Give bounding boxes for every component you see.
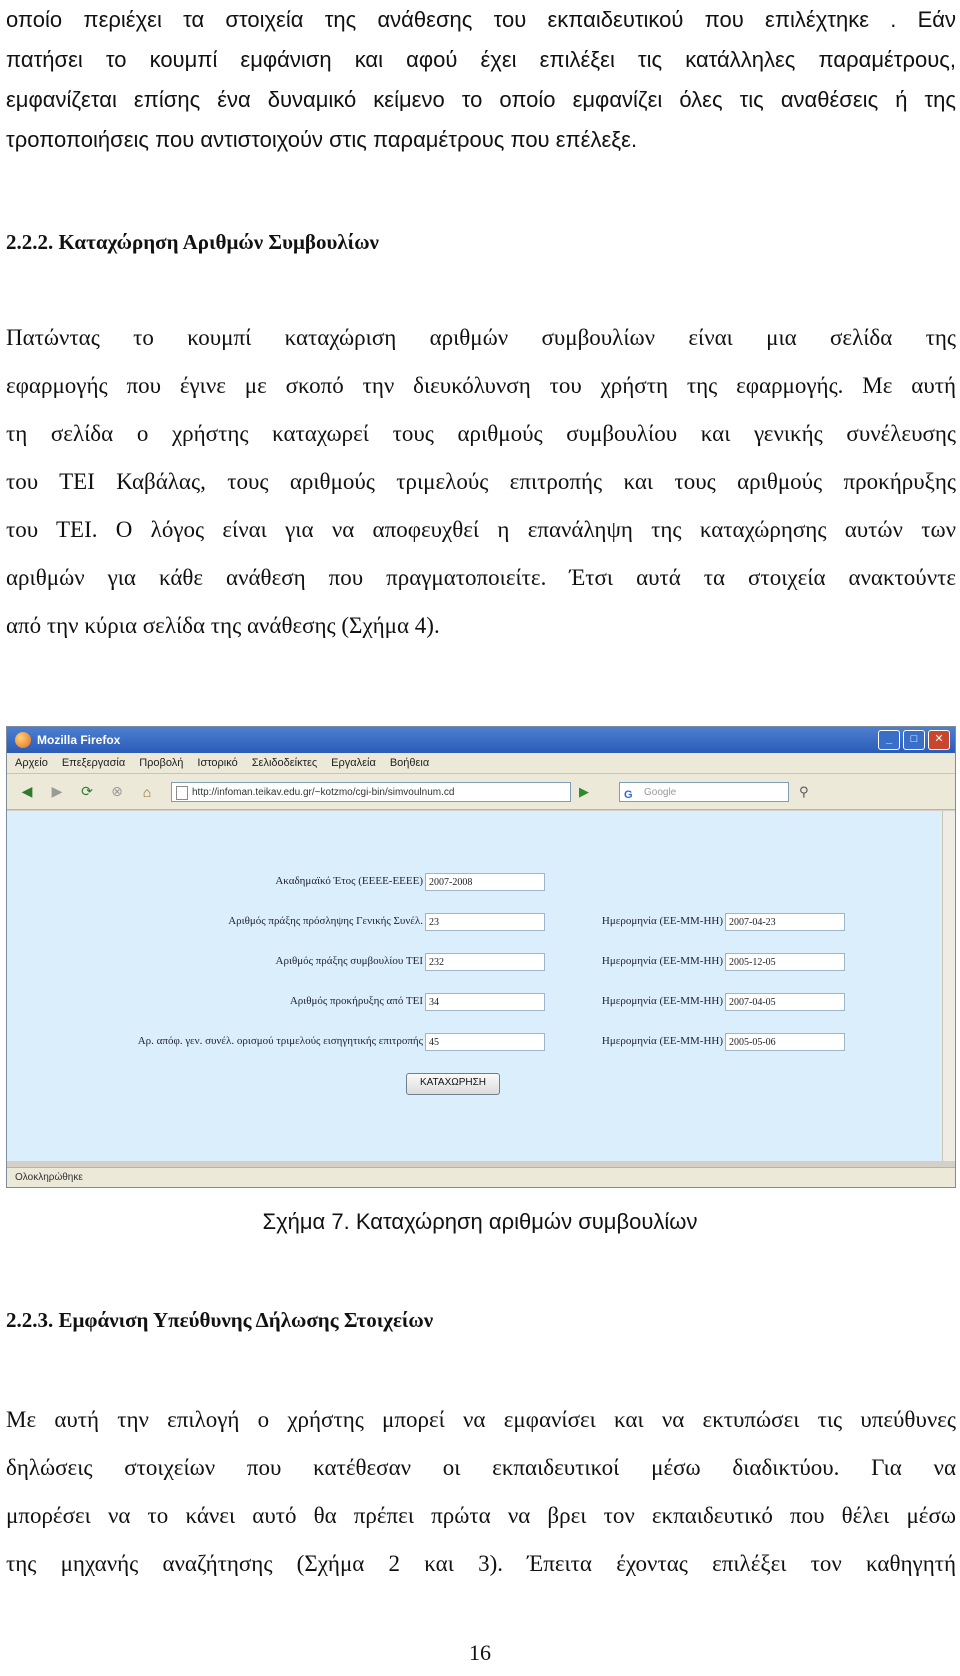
vertical-scrollbar[interactable] xyxy=(942,811,955,1161)
menu-history[interactable]: Ιστορικό xyxy=(197,757,238,769)
maximize-icon[interactable]: □ xyxy=(903,730,925,750)
menu-file[interactable]: Αρχείο xyxy=(15,757,48,769)
date-label: Ημερομηνία (ΕΕ-ΜΜ-ΗΗ) xyxy=(601,915,723,927)
intro-line: εμφανίζεται επίσης ένα δυναμικό κείμενο το οποίο εμφανίζει όλες τις αναθέσεις ή της xyxy=(6,87,956,112)
intro-line: πατήσει το κουμπί εμφάνιση και αφού έχει επιλέξει τις κατάλληλες παραμέτρους, xyxy=(6,47,956,72)
section-2-2-3-paragraph xyxy=(6,1396,956,1588)
paragraph-line: του ΤΕΙ. Ο λόγος είναι για να αποφευχθεί η επανάληψη της καταχώρησης αυτών των xyxy=(6,517,956,542)
section-heading-2-2-3: 2.2.3. Εμφάνιση Υπεύθυνης Δήλωσης Στοιχείων xyxy=(6,1308,434,1332)
browser-toolbar xyxy=(7,774,955,810)
date-label: Ημερομηνία (ΕΕ-ΜΜ-ΗΗ) xyxy=(601,955,723,967)
announcement-input[interactable]: 34 xyxy=(425,993,545,1011)
menu-help[interactable]: Βοήθεια xyxy=(389,757,430,769)
google-icon: G xyxy=(624,788,633,801)
close-icon[interactable]: ✕ xyxy=(928,730,950,750)
paragraph-line: Πατώντας το κουμπί καταχώριση αριθμών συμβουλίων είναι μια σελίδα της xyxy=(6,325,956,350)
council-decision-input[interactable]: 23 xyxy=(425,913,545,931)
menu-tools[interactable]: Εργαλεία xyxy=(331,757,376,769)
date-input[interactable]: 2005-05-06 xyxy=(725,1033,845,1051)
paragraph-line: τη σελίδα ο χρήστης καταχωρεί τους αριθμούς συμβουλίου και γενικής συνέλευσης xyxy=(6,421,956,446)
figure-caption: Σχήμα 7. Καταχώρηση αριθμών συμβουλίων xyxy=(262,1209,698,1234)
form-row xyxy=(7,1033,943,1053)
reload-icon[interactable]: ⟳ xyxy=(81,783,93,799)
paragraph-line: της μηχανής αναζήτησης (Σχήμα 2 και 3). Έπειτα έχοντας επιλέξει τον καθηγητή xyxy=(6,1551,956,1576)
committee-input[interactable]: 45 xyxy=(425,1033,545,1051)
paragraph-line: δηλώσεις στοιχείων που κατέθεσαν οι εκπαιδευτικοί μέσω διαδικτύου. Για να xyxy=(6,1455,956,1480)
tei-council-label: Αριθμός πράξης συμβουλίου ΤΕΙ xyxy=(275,955,423,967)
academic-year-input[interactable]: 2007-2008 xyxy=(425,873,545,891)
date-label: Ημερομηνία (ΕΕ-ΜΜ-ΗΗ) xyxy=(601,995,723,1007)
address-url: http://infoman.teikav.edu.gr/~kotzmo/cgi-bin/simvoulnum.cd xyxy=(192,786,455,798)
form-row xyxy=(7,953,943,973)
browser-titlebar xyxy=(7,727,955,753)
intro-line: οποίο περιέχει τα στοιχεία της ανάθεσης του εκπαιδευτικού που επιλέχτηκε . Εάν xyxy=(6,7,956,32)
page-content xyxy=(7,811,943,1161)
search-input[interactable] xyxy=(619,782,789,802)
form-row xyxy=(7,913,943,933)
minimize-icon[interactable]: _ xyxy=(878,730,900,750)
page-icon xyxy=(176,786,188,800)
paragraph-line: του ΤΕΙ Καβάλας, τους αριθμούς τριμελούς επιτροπής και τους αριθμούς προκήρυξης xyxy=(6,469,956,494)
announcement-label: Αριθμός προκήρυξης από ΤΕΙ xyxy=(289,995,423,1007)
date-input[interactable]: 2005-12-05 xyxy=(725,953,845,971)
form-row xyxy=(7,993,943,1013)
council-decision-label: Αριθμός πράξης πρόσληψης Γενικής Συνέλ. xyxy=(228,915,423,927)
menu-view[interactable]: Προβολή xyxy=(139,757,184,769)
tei-council-input[interactable]: 232 xyxy=(425,953,545,971)
submit-button[interactable]: ΚΑΤΑΧΩΡΗΣΗ xyxy=(406,1073,500,1095)
browser-menubar xyxy=(7,753,955,774)
search-placeholder: Google xyxy=(644,786,677,798)
intro-paragraph xyxy=(6,0,956,160)
back-icon[interactable]: ◀ xyxy=(21,783,33,799)
home-icon[interactable]: ⌂ xyxy=(142,783,152,800)
date-label: Ημερομηνία (ΕΕ-ΜΜ-ΗΗ) xyxy=(601,1035,723,1047)
forward-icon[interactable]: ▶ xyxy=(51,783,63,799)
search-icon[interactable]: ⚲ xyxy=(799,783,809,799)
paragraph-line: από την κύρια σελίδα της ανάθεσης (Σχήμα 4). xyxy=(6,613,440,638)
status-bar: Ολοκληρώθηκε xyxy=(7,1167,955,1187)
menu-edit[interactable]: Επεξεργασία xyxy=(61,757,126,769)
browser-window-figure xyxy=(6,726,956,1188)
section-heading-2-2-2: 2.2.2. Καταχώρηση Αριθμών Συμβουλίων xyxy=(6,230,379,254)
paragraph-line: εφαρμογής που έγινε με σκοπό την διευκόλυνση του χρήστη της εφαρμογής. Με αυτή xyxy=(6,373,956,398)
committee-label: Αρ. απόφ. γεν. συνέλ. ορισμού τριμελούς εισηγητικής επιτροπής xyxy=(137,1035,423,1047)
section-2-2-2-paragraph xyxy=(6,314,956,650)
paragraph-line: αριθμών για κάθε ανάθεση που πραγματοποιείτε. Έτσι αυτά τα στοιχεία ανακτούντε xyxy=(6,565,956,590)
date-input[interactable]: 2007-04-05 xyxy=(725,993,845,1011)
intro-line: τροποποιήσεις που αντιστοιχούν στις παραμέτρους που επέλεξε. xyxy=(6,127,638,152)
stop-icon[interactable]: ⊗ xyxy=(111,783,123,799)
paragraph-line: μπορέσει να το κάνει αυτό θα πρέπει πρώτα να βρει τον εκπαιδευτικό που θέλει μέσω xyxy=(6,1503,956,1528)
browser-title: Mozilla Firefox xyxy=(37,733,121,747)
go-icon[interactable]: ▶ xyxy=(579,783,589,799)
academic-year-label: Ακαδημαϊκό Έτος (ΕΕΕΕ-ΕΕΕΕ) xyxy=(275,875,423,887)
menu-bookmarks[interactable]: Σελιδοδείκτες xyxy=(251,757,318,769)
paragraph-line: Με αυτή την επιλογή ο χρήστης μπορεί να εμφανίσει και να εκτυπώσει τις υπεύθυνες xyxy=(6,1407,956,1432)
date-input[interactable]: 2007-04-23 xyxy=(725,913,845,931)
address-bar[interactable] xyxy=(171,782,571,802)
page-number: 16 xyxy=(469,1640,491,1665)
firefox-icon xyxy=(15,732,31,748)
academic-year-row xyxy=(7,873,943,893)
